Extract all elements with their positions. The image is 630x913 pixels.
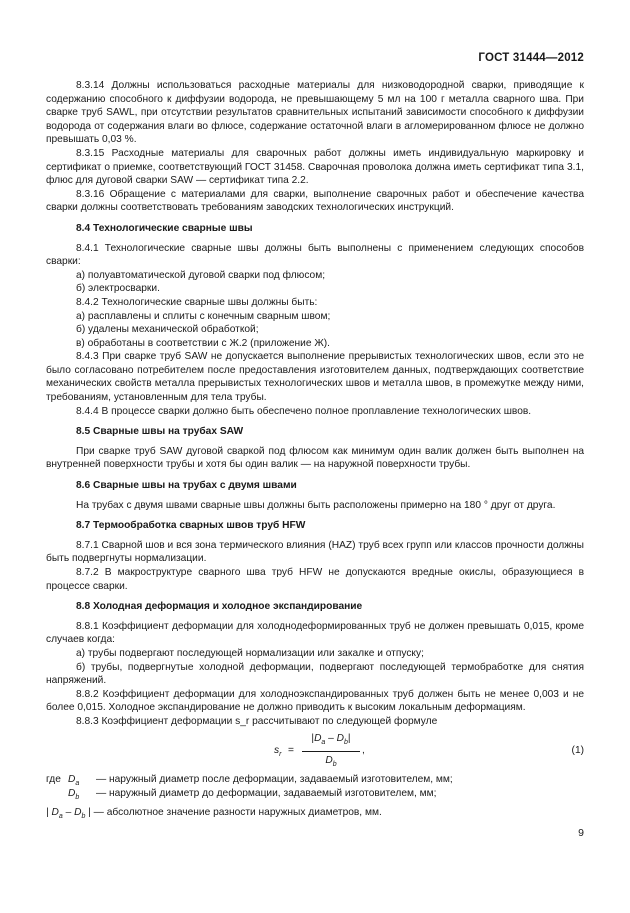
- heading-8-8: 8.8 Холодная деформация и холодное экспандирование: [76, 601, 363, 613]
- formula-denominator: $D_b$: [325, 755, 337, 769]
- paragraph-8-8-3: 8.8.3 Коэффициент деформации s_r рассчитывают по следующей формуле: [76, 715, 438, 727]
- paragraph-8-7-1: 8.7.1 Сварной шов и вся зона термического влияния (HAZ) труб всех групп или классов прочности должны быть подвергнуты нормализации.: [46, 539, 584, 565]
- paragraph-8-4-3: 8.4.3 При сварке труб SAW не допускается выполнение прерывистых технологических швов, если это не было согласовано потребителем после предоставления изготовителем данных, подтверждающих соответствие механических свойств металла прерывистых технологических швов и металла швов, в промежутке между ними, требованиям, установленным для тела трубы.: [46, 351, 584, 404]
- paragraph-8-8-1: 8.8.1 Коэффициент деформации для холоднодеформированных труб не должен превышать 0,015, кроме случаев когда:: [46, 620, 584, 646]
- list-item: а) трубы подвергают последующей нормализации или закалке и отпуску;: [76, 647, 424, 659]
- list-item: б) трубы, подвергнутые холодной деформации, подвергают последующей термобработке для снятия напряжений.: [46, 661, 584, 687]
- paragraph-8-5: При сварке труб SAW дуговой сваркой под флюсом как минимум один валик должен быть выполнен на внутренней поверхности трубы и хотя бы один валик — на наружной поверхности трубы.: [46, 445, 584, 471]
- standard-header: ГОСТ 31444—2012: [478, 52, 584, 64]
- legend-abs: | $D_a - D_b$ | — абсолютное значение разности наружных диаметров, мм.: [46, 806, 382, 820]
- list-item: б) удалены механической обработкой;: [76, 324, 259, 336]
- heading-8-6: 8.6 Сварные швы на трубах с двумя швами: [76, 480, 297, 492]
- paragraph-8-7-2: 8.7.2 В макроструктуре сварного шва труб HFW не допускаются вредные окислы, образующиеся в процессе сварки.: [46, 567, 584, 592]
- paragraph-8-3-14: 8.3.14 Должны использоваться расходные материалы для низководородной сварки, приводящие к содержанию способного к диффузии водорода, не превышающему 5 мл на 100 г металла сварного шва. При сварке труб SAWL, при отсутствии результатов сравнительных испытаний зависимости способного к диффузии водорода от содержания влаги во флюсе, содержание остаточной влаги в агломерированном флюсе не должно превышать 0,03 %.: [46, 80, 584, 146]
- heading-8-5: 8.5 Сварные швы на трубах SAW: [76, 426, 244, 438]
- legend-da: где $D_a$ — наружный диаметр после деформации, задаваемый изготовителем, мм;: [46, 773, 453, 787]
- heading-8-7: 8.7 Термообработка сварных швов труб HFW: [76, 520, 306, 532]
- paragraph-8-4-1: 8.4.1 Технологические сварные швы должны быть выполнены с применением следующих способов сварки:: [46, 242, 584, 268]
- formula-1: $s_r$ = $\frac{|D_a - D_b|}{D_b}$ , (1): [46, 732, 584, 772]
- document-body: [46, 79, 584, 823]
- list-item: б) электросварки.: [76, 283, 160, 295]
- legend-db: $D_b$ — наружный диаметр до деформации, задаваемый изготовителем, мм;: [68, 787, 437, 801]
- formula-equals: =: [288, 744, 294, 756]
- formula-fraction: [302, 732, 360, 772]
- formula-numerator: $|D_a - D_b|$: [302, 732, 360, 753]
- paragraph-8-4-4: 8.4.4 В процессе сварки должно быть обеспечено полное проплавление технологических швов.: [76, 405, 532, 417]
- paragraph-8-3-16: 8.3.16 Обращение с материалами для сварки, выполнение сварочных работ и обеспечение качества сварки должны соответствовать требованиям заводских технологических инструкций.: [46, 188, 584, 214]
- page-number: 9: [578, 827, 584, 839]
- paragraph-8-3-15: 8.3.15 Расходные материалы для сварочных работ должны иметь индивидуальную маркировку и сертификат о приемке, соответствующий ГОСТ 31458. Сварочная проволока должна иметь сертификат типа 3.1, флюс для дуговой сварки SAW — сертификат типа 2.2.: [46, 147, 584, 187]
- list-item: а) расплавлены и сплиты с конечным сварным швом;: [76, 310, 331, 322]
- paragraph-8-6: На трубах с двумя швами сварные швы должны быть расположены примерно на 180 ° друг от друга.: [76, 499, 556, 511]
- paragraph-8-4-2: 8.4.2 Технологические сварные швы должны быть:: [76, 296, 318, 308]
- formula-lhs: $s_r$: [274, 744, 282, 758]
- formula-number: (1): [571, 744, 584, 756]
- list-item: а) полуавтоматической дуговой сварки под флюсом;: [76, 269, 326, 281]
- heading-8-4: 8.4 Технологические сварные швы: [76, 222, 253, 234]
- paragraph-8-8-2: 8.8.2 Коэффициент деформации для холодноэкспандированных труб должен быть не менее 0,003 и не более 0,015. Холодное экспандирование не должно приводить к высоким локальным деформациям.: [46, 688, 584, 714]
- list-item: в) обработаны в соответствии с Ж.2 (приложение Ж).: [76, 337, 330, 349]
